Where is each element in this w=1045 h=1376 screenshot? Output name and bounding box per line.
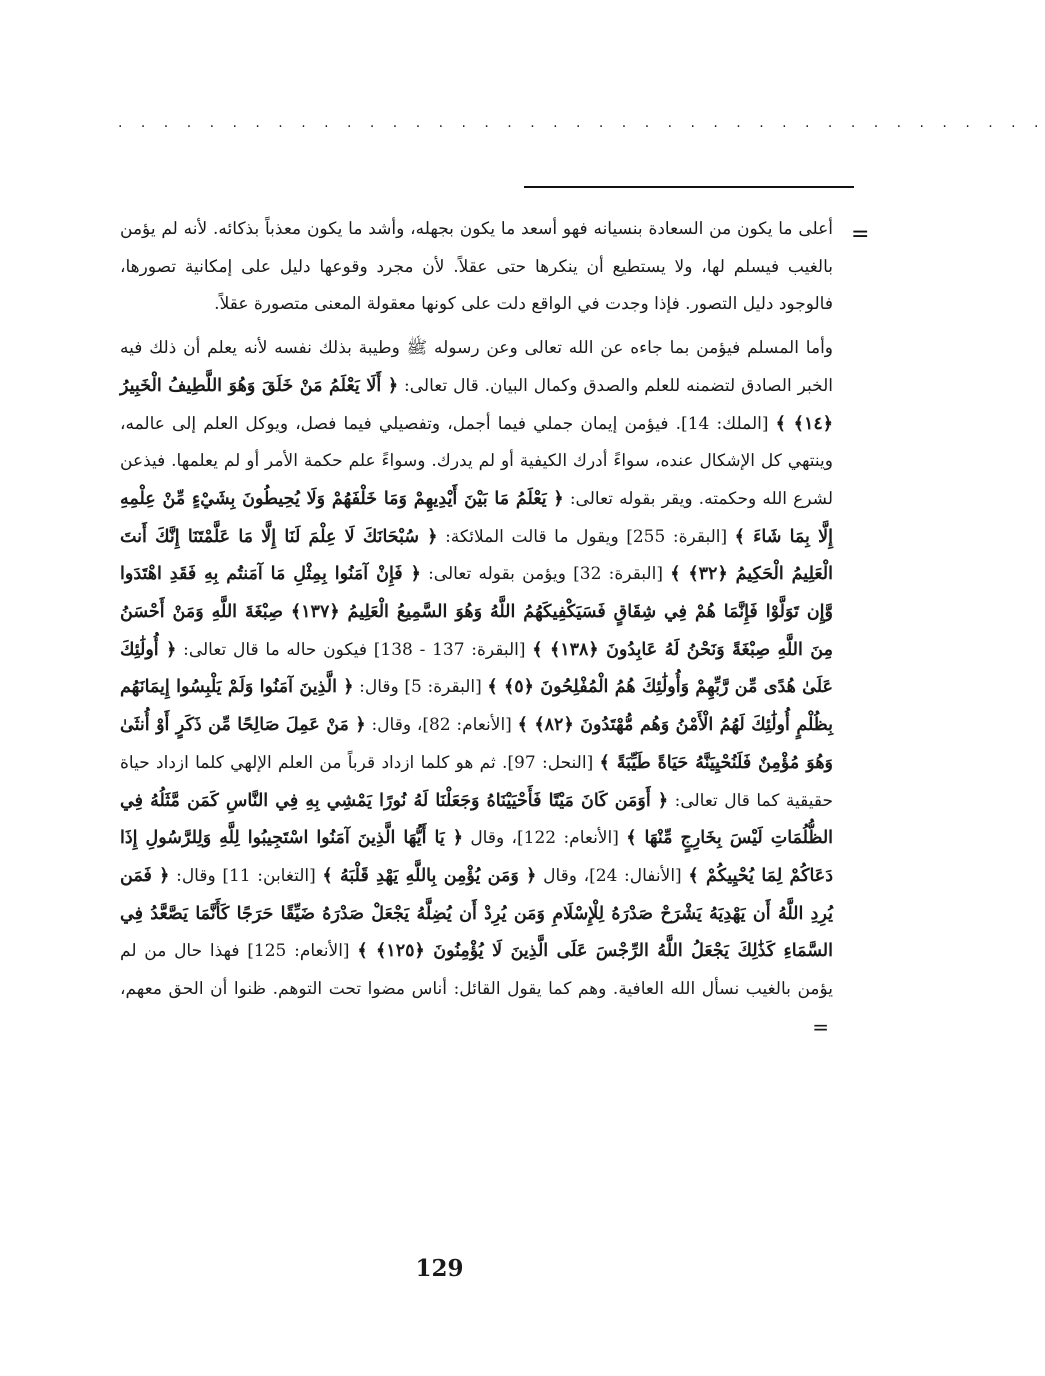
text-segment: [الأنفال: 24]، وقال	[543, 865, 682, 886]
text-segment: [الملك: 14]. فيؤمن إيمان جملي فيما أجمل، وتفصيلي فيما فصل، ويوكل العلم إلى عالمه، وينتهي كل الإشكال عنده، سواءً أدرك الكيفية أو لم يدرك. وسواءً علم حكمة الأمر أو لم يعلمها. فيذعن لشرع الله وحكمته. ويقر بقوله تعالى:	[120, 413, 834, 509]
text-segment: [البقرة: 137 - 138] فيكون حاله ما قال تعالى:	[183, 639, 526, 660]
quran-verse: ﴿ سُبْحَانَكَ لَا عِلْمَ لَنَا إِلَّا مَا عَلَّمْتَنَا إِنَّكَ أَنتَ الْعَلِيمُ الْحَكِيمُ ﴿٣٢﴾ ﴾	[120, 526, 833, 585]
text-segment: [الأنعام: 125] فهذا حال من لم يؤمن بالغيب نسأل الله العافية. وهم كما يقول القائل: أناس مضوا تحت التوهم. ظنوا أن الحق معهم،	[120, 941, 833, 1000]
quran-verse: ﴿ يَا أَيُّهَا الَّذِينَ آمَنُوا اسْتَجِيبُوا لِلَّهِ وَلِلرَّسُولِ إِذَا دَعَاكُمْ لِمَا يُحْيِيكُمْ ﴾	[120, 828, 834, 886]
quran-verse: ﴿ الَّذِينَ آمَنُوا وَلَمْ يَلْبِسُوا إِيمَانَهُم بِظُلْمٍ أُولَٰئِكَ لَهُمُ الْأَمْنُ وَهُم مُّهْتَدُونَ ﴿٨٢﴾ ﴾	[120, 677, 834, 736]
quran-verse: ﴿ مَنْ عَمِلَ صَالِحًا مِّن ذَكَرٍ أَوْ أُنثَىٰ وَهُوَ مُؤْمِنٌ فَلَنُحْيِيَنَّهُ حَيَاةً طَيِّبَةً ﴾	[120, 715, 833, 773]
text-segment: [التغابن: 11] وقال:	[176, 865, 316, 886]
continuation-mark: =	[851, 222, 870, 247]
quran-verse: ﴿ وَمَن يُؤْمِن بِاللَّهِ يَهْدِ قَلْبَهُ ﴾	[322, 865, 537, 886]
end-continuation-mark: =	[812, 1014, 829, 1039]
quran-verse: ﴿ أَلَا يَعْلَمُ مَنْ خَلَقَ وَهُوَ اللَّطِيفُ الْخَبِيرُ ﴿١٤﴾ ﴾	[120, 375, 834, 434]
footnote-rule	[524, 186, 854, 188]
quran-verse: ﴿ فَمَن يُرِدِ اللَّهُ أَن يَهْدِيَهُ يَشْرَحْ صَدْرَهُ لِلْإِسْلَامِ وَمَن يُرِدْ أَن يُضِلَّهُ يَجْعَلْ صَدْرَهُ ضَيِّقًا حَرَجًا كَأَنَّمَا يَصَّعَّدُ فِي السَّمَاءِ كَذَٰلِكَ يَجْعَلُ اللَّهُ الرِّجْسَ عَلَى الَّذِينَ لَا يُؤْمِنُونَ ﴿١٢٥﴾ ﴾	[120, 865, 833, 962]
text-segment: [البقرة: 5] وقال:	[359, 677, 482, 698]
text-segment: [النحل: 97]. ثم هو كلما ازداد قرباً من العلم الإلهي كلما ازداد حياة حقيقية كما قال تعالى:	[120, 752, 833, 811]
text-segment: [الأنعام: 82]، وقال:	[371, 715, 512, 736]
quran-verse: ﴿ أَوَمَن كَانَ مَيْتًا فَأَحْيَيْنَاهُ وَجَعَلْنَا لَهُ نُورًا يَمْشِي بِهِ فِي النَّاسِ كَمَن مَّثَلُهُ فِي الظُّلُمَاتِ لَيْسَ بِخَارِجٍ مِّنْهَا ﴾	[120, 790, 834, 849]
text-segment: [البقرة: 255] ويقول ما قالت الملائكة:	[445, 526, 728, 547]
page-number: 129	[415, 1255, 464, 1282]
text-segment: [الأنعام: 122]، وقال	[470, 828, 619, 849]
quran-verse: ﴿ أُولَٰئِكَ عَلَىٰ هُدًى مِّن رَّبِّهِمْ وَأُولَٰئِكَ هُمُ الْمُفْلِحُونَ ﴿٥﴾ ﴾	[120, 639, 833, 698]
dotted-separator: . . . . . . . . . . . . . . . . . . . . . . . . . . . . . . . . . . . . . . . . .	[118, 115, 1045, 131]
quran-verse: ﴿ يَعْلَمُ مَا بَيْنَ أَيْدِيهِمْ وَمَا خَلْفَهُمْ وَلَا يُحِيطُونَ بِشَيْءٍ مِّنْ عِلْمِهِ إِلَّا بِمَا شَاءَ ﴾	[120, 488, 834, 547]
text-segment: وأما المسلم فيؤمن بما جاءه عن الله تعالى وعن رسوله ﷺ وطيبة بذلك نفسه لأنه يعلم أن ذلك فيه الخبر الصادق لتضمنه للعلم والصدق وكمال البيان. قال تعالى:	[120, 338, 833, 396]
quran-verse: ﴿ فَإِنْ آمَنُوا بِمِثْلِ مَا آمَنتُم بِهِ فَقَدِ اهْتَدَوا وَّإِن تَوَلَّوْا فَإِنَّمَا هُمْ فِي شِقَاقٍ فَسَيَكْفِيكَهُمُ اللَّهُ وَهُوَ السَّمِيعُ الْعَلِيمُ ﴿١٣٧﴾ صِبْغَةَ اللَّهِ وَمَنْ أَحْسَنُ مِنَ اللَّهِ صِبْغَةً وَنَحْنُ لَهُ عَابِدُونَ ﴿١٣٨﴾ ﴾	[120, 564, 834, 660]
text-segment: [البقرة: 32] ويؤمن بقوله تعالى:	[428, 564, 663, 585]
paragraph-2	[120, 330, 833, 1048]
paragraph-1: أعلى ما يكون من السعادة بنسيانه فهو أسعد ما يكون بجهله، وأشد ما يكون معذباً بذكائه. لأنه لم يؤمن بالغيب فيسلم لها، ولا يستطيع أن ينكرها حتى عقلاً. لأن مجرد وقوعها دليل على إمكانية تصورها، فالوجود دليل التصور. فإذا وجدت في الواقع دلت على كونها معقولة المعنى متصورة عقلاً.	[120, 219, 833, 315]
footnote-text	[120, 211, 833, 1048]
